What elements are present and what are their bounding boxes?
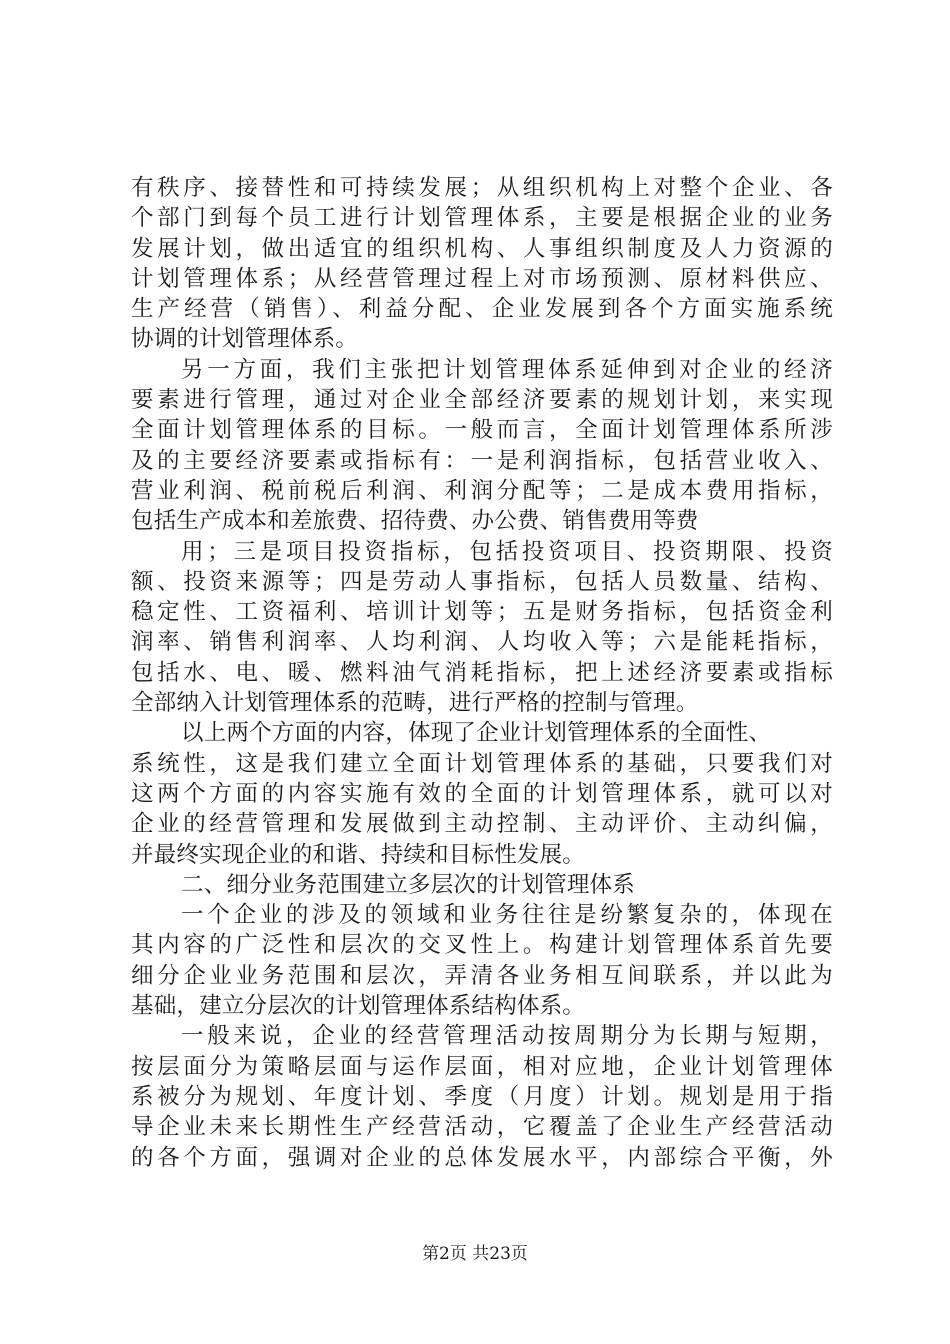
- text-line: 用；三是项目投资指标，包括投资项目、投资期限、投资: [181, 538, 833, 565]
- text-line: 并最终实现企业的和谐、持续和目标性发展。: [131, 841, 586, 868]
- text-line: 一个企业的涉及的领域和业务往往是纷繁复杂的，体现在: [181, 902, 833, 929]
- body-text: [131, 173, 833, 1173]
- text-line: 润率、销售利润率、人均利润、人均收入等；六是能耗指标，: [131, 629, 833, 656]
- text-line: 包括生产成本和差旅费、招待费、办公费、销售费用等费: [131, 508, 699, 535]
- text-line: 稳定性、工资福利、培训计划等；五是财务指标，包括资金利: [131, 599, 833, 626]
- text-line: 个部门到每个员工进行计划管理体系，主要是根据企业的业务: [131, 205, 833, 232]
- text-line: 细分企业业务范围和层次，弄清各业务相互间联系，并以此为: [131, 962, 833, 989]
- page-footer: 第2页 共23页: [422, 1244, 528, 1264]
- text-line: 这两个方面的内容实施有效的全面的计划管理体系，就可以对: [131, 780, 833, 807]
- text-line: 企业的经营管理和发展做到主动控制、主动评价、主动纠偏，: [131, 811, 833, 838]
- text-line: 另一方面，我们主张把计划管理体系延伸到对企业的经济: [181, 356, 833, 383]
- text-line: 计划管理体系；从经营管理过程上对市场预测、原材料供应、: [131, 265, 833, 292]
- text-line: 要素进行管理，通过对企业全部经济要素的规划计划，来实现: [131, 387, 833, 414]
- text-line: 以上两个方面的内容，体现了企业计划管理体系的全面性、: [181, 720, 772, 747]
- text-line: 额、投资来源等；四是劳动人事指标，包括人员数量、结构、: [131, 568, 833, 595]
- text-line: 基础，建立分层次的计划管理体系结构体系。: [131, 993, 586, 1020]
- text-line: 全面计划管理体系的目标。一般而言，全面计划管理体系所涉: [131, 417, 833, 444]
- text-line: 生产经营（销售）、利益分配、企业发展到各个方面实施系统: [131, 296, 833, 323]
- text-line: 全部纳入计划管理体系的范畴，进行严格的控制与管理。: [131, 690, 699, 717]
- text-line: 导企业未来长期性生产经营活动，它覆盖了企业生产经营活动: [131, 1114, 833, 1141]
- text-line: 二、细分业务范围建立多层次的计划管理体系: [181, 871, 636, 898]
- text-line: 有秩序、接替性和可持续发展；从组织机构上对整个企业、各: [131, 175, 833, 201]
- text-line: 营业利润、税前税后利润、利润分配等；二是成本费用指标，: [131, 477, 833, 504]
- text-line: 包括水、电、暖、燃料油气消耗指标，把上述经济要素或指标: [131, 659, 833, 686]
- text-line: 按层面分为策略层面与运作层面，相对应地，企业计划管理体: [131, 1053, 833, 1080]
- text-line: 系被分为规划、年度计划、季度（月度）计划。规划是用于指: [131, 1083, 833, 1110]
- text-line: 的各个方面，强调对企业的总体发展水平，内部综合平衡，外: [131, 1144, 833, 1171]
- text-line: 系统性，这是我们建立全面计划管理体系的基础，只要我们对: [131, 750, 833, 777]
- text-line: 及的主要经济要素或指标有：一是利润指标，包括营业收入、: [131, 447, 833, 474]
- text-line: 协调的计划管理体系。: [131, 326, 359, 353]
- text-line: 发展计划，做出适宜的组织机构、人事组织制度及人力资源的: [131, 235, 833, 262]
- text-line: 一般来说，企业的经营管理活动按周期分为长期与短期，: [181, 1023, 833, 1050]
- text-line: 其内容的广泛性和层次的交叉性上。构建计划管理体系首先要: [131, 932, 833, 959]
